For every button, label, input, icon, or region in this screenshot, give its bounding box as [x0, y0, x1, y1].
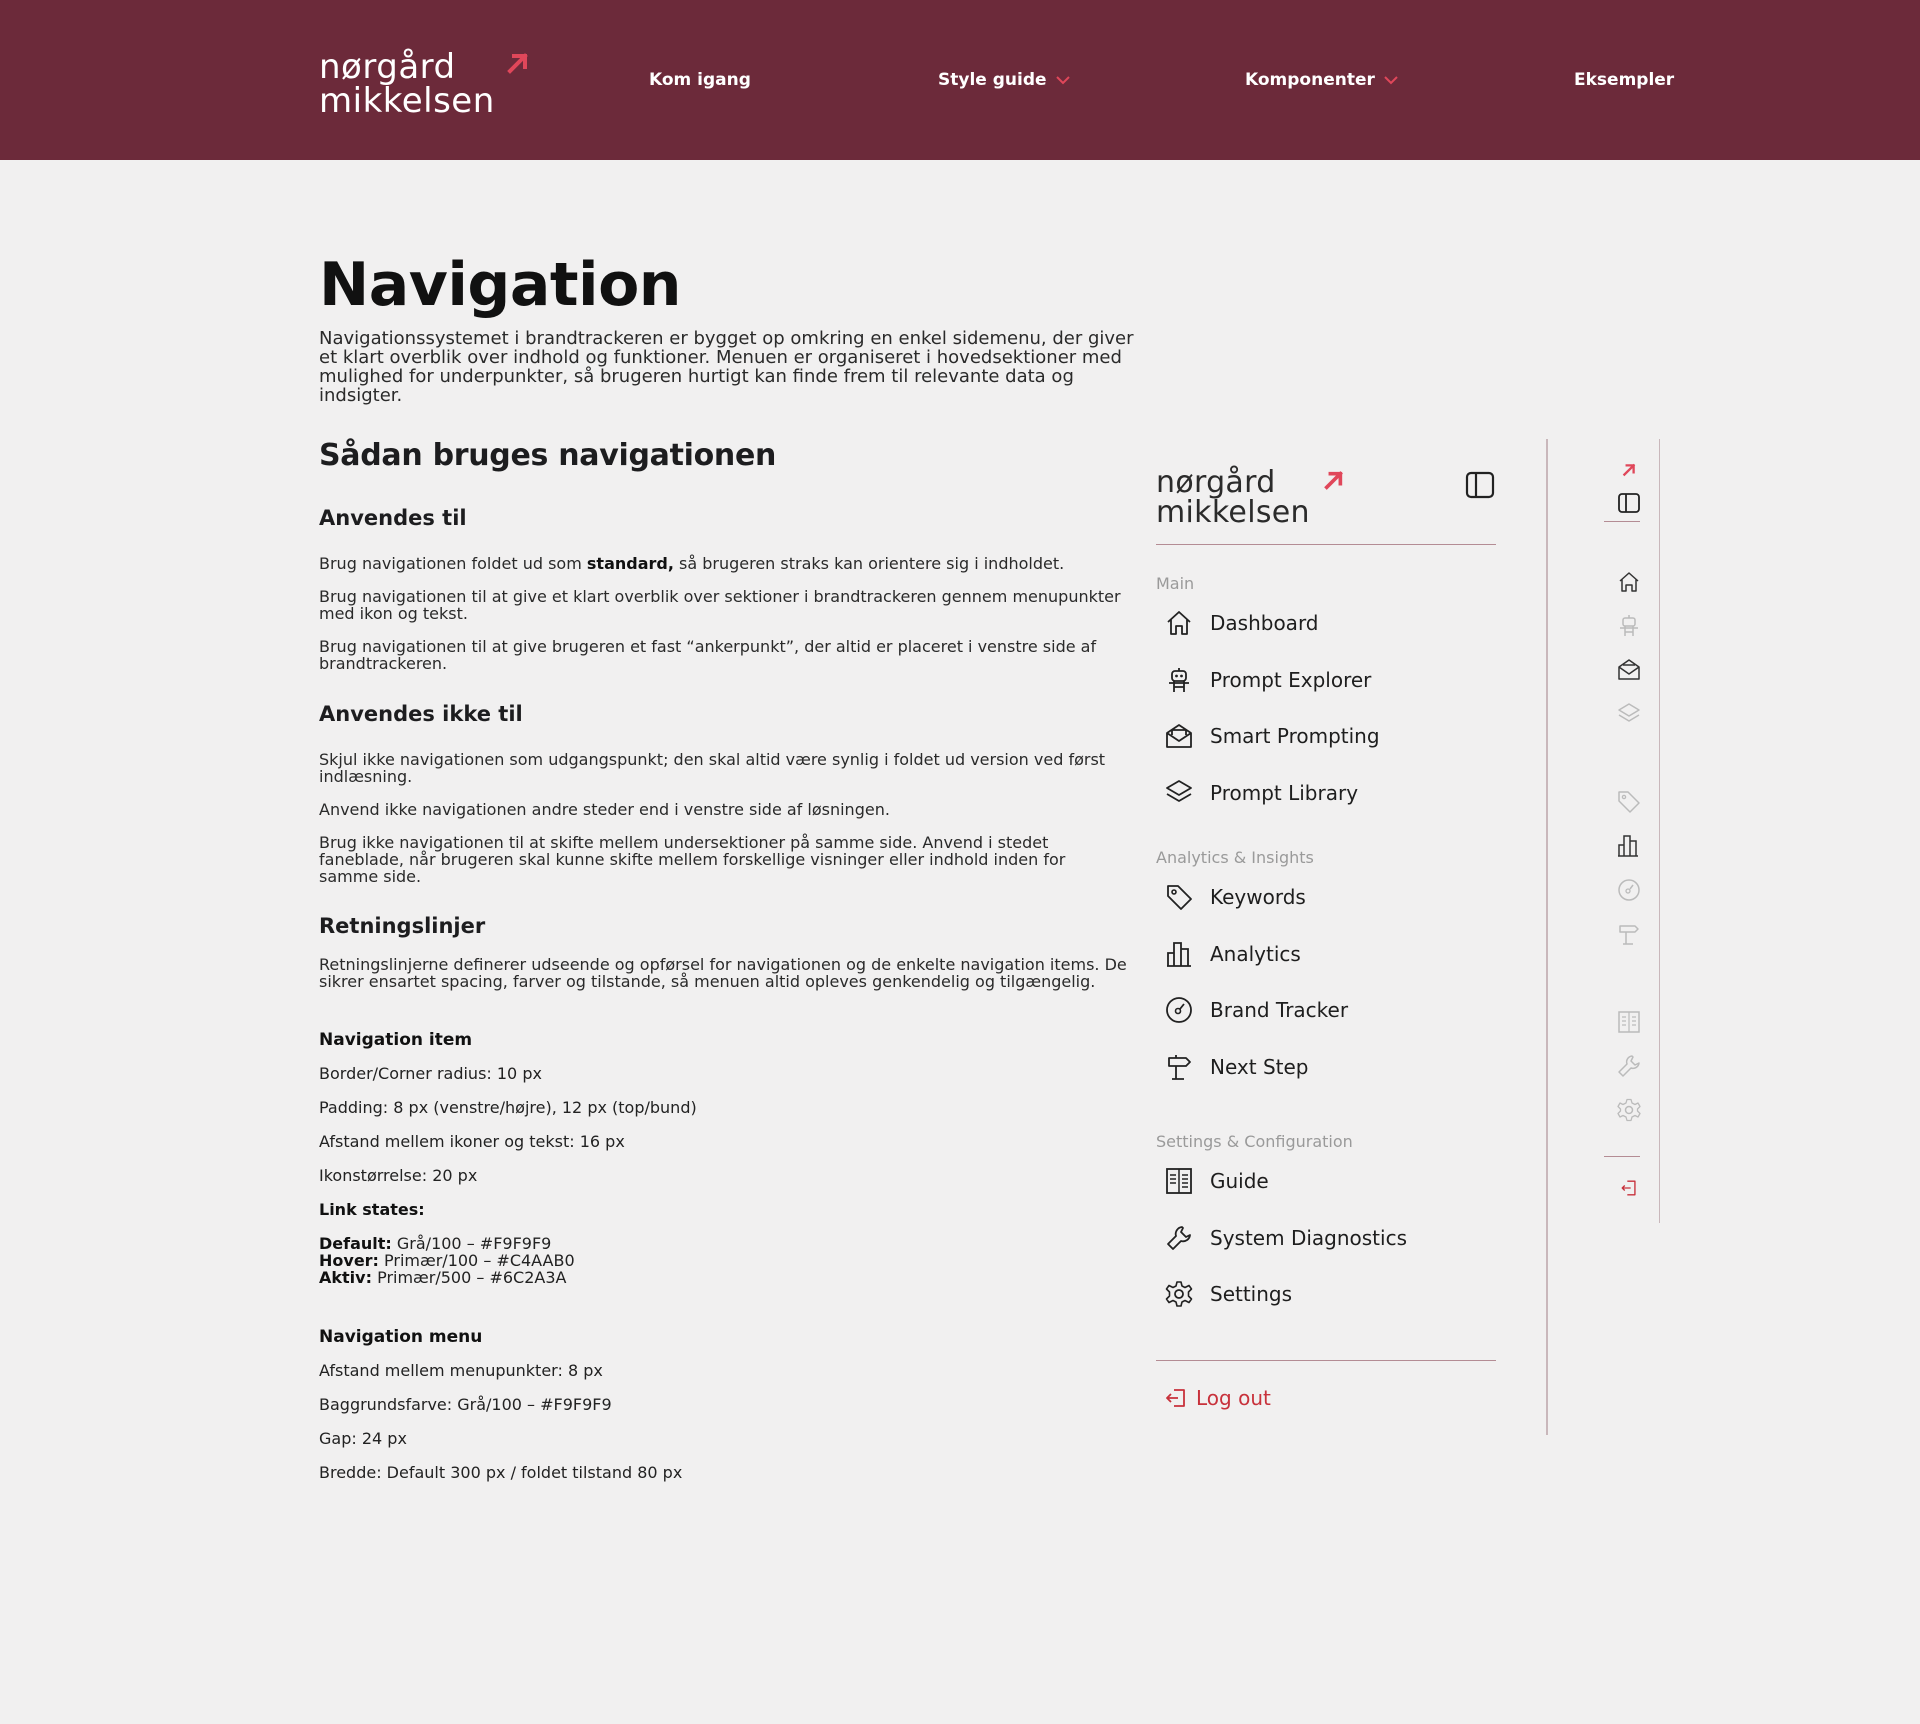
use-paragraph-2: Brug navigationen til at give et klart overblik over sektioner i brandtrackeren gennem menupunkter med ikon og tekst.: [319, 587, 1121, 623]
brand-line-2: mikkelsen: [1156, 495, 1310, 530]
sidebar-item-prompt-library[interactable]: [1156, 771, 1496, 815]
mini-item-dashboard[interactable]: [1616, 569, 1642, 595]
book-icon: [1616, 1009, 1642, 1035]
gear-icon: [1616, 1097, 1642, 1123]
state-hover: [319, 1252, 575, 1269]
mini-item-guide[interactable]: [1616, 1009, 1642, 1035]
dont-paragraph-3: Brug ikke navigationen til at skifte mellem undersektioner på samme side. Anvend i stedet faneblade, når brugeren skal kunne skifte mellem forskellige visninger eller indhold inden for samme side.: [319, 833, 1066, 886]
brand-arrow-icon: [1324, 470, 1344, 490]
nav-link-label: Eksempler: [1574, 70, 1675, 90]
guidelines-text: Retningslinjerne definerer udseende og opførsel for navigationen og de enkelte navigation items. De sikrer ensartet spacing, farver og tilstande, så menuen altid opleves genkendelig og tilgængelig.: [319, 955, 1127, 991]
robot-icon: [1616, 613, 1642, 639]
nav-link-eksempler[interactable]: [1574, 70, 1674, 90]
section-label-analytics: Analytics & Insights: [1156, 848, 1314, 867]
chevron-down-icon: [1055, 75, 1071, 85]
bar-chart-icon: [1164, 939, 1194, 969]
wrench-icon: [1616, 1053, 1642, 1079]
gear-icon: [1164, 1279, 1194, 1309]
sidebar-wordmark: [1156, 465, 1310, 530]
home-icon: [1616, 569, 1642, 595]
nav-item-spec-icon-size: Ikonstørrelse: 20 px: [319, 1166, 478, 1185]
expand-sidebar-button[interactable]: [1616, 490, 1642, 516]
brand-line-1: nørgård: [1156, 465, 1276, 500]
sidebar-toggle-icon: [1616, 490, 1642, 516]
nav-menu-heading: Navigation menu: [319, 1327, 483, 1347]
nav-menu-spec-spacing: Afstand mellem menupunkter: 8 px: [319, 1361, 603, 1380]
sidebar-item-guide[interactable]: [1156, 1159, 1496, 1203]
brand-wordmark: [319, 47, 495, 121]
state-default: [319, 1235, 551, 1252]
mini-logout-button[interactable]: [1616, 1177, 1642, 1199]
nav-link-kom-igang[interactable]: [649, 70, 751, 90]
state-value: Grå/100 – #F9F9F9: [391, 1234, 552, 1253]
mini-brand-arrow[interactable]: [1616, 460, 1642, 480]
collapsed-sidebar-divider: [1659, 439, 1660, 1223]
wrench-icon: [1164, 1223, 1194, 1253]
chevron-down-icon: [1383, 75, 1399, 85]
sidebar-expanded: [1156, 440, 1496, 1435]
sidebar-collapsed: [1604, 440, 1656, 1224]
logout-icon: [1616, 1177, 1642, 1199]
layers-icon: [1616, 701, 1642, 727]
robot-icon: [1164, 665, 1194, 695]
tag-icon: [1616, 789, 1642, 815]
compass-icon: [1164, 995, 1194, 1025]
sidebar-logo[interactable]: [1156, 465, 1344, 530]
brand-arrow-icon: [1616, 460, 1642, 480]
signpost-icon: [1616, 921, 1642, 947]
dont-heading: Anvendes ikke til: [319, 702, 523, 726]
tag-icon: [1164, 882, 1194, 912]
mini-item-analytics[interactable]: [1616, 833, 1642, 859]
sidebar-item-label: Settings: [1210, 1282, 1293, 1306]
sidebar-item-label: Dashboard: [1210, 611, 1319, 635]
mini-item-settings[interactable]: [1616, 1097, 1642, 1123]
nav-menu-spec-gap: Gap: 24 px: [319, 1429, 407, 1448]
nav-item-spec-gap: Afstand mellem ikoner og tekst: 16 px: [319, 1132, 625, 1151]
logout-icon: [1164, 1386, 1188, 1410]
page-title: Navigation: [319, 250, 682, 320]
nav-link-label: Komponenter: [1245, 70, 1375, 90]
sidebar-item-label: System Diagnostics: [1210, 1226, 1407, 1250]
sidebar-item-label: Smart Prompting: [1210, 724, 1380, 748]
use-p1-bold: standard,: [586, 554, 674, 573]
mini-item-brand-tracker[interactable]: [1616, 877, 1642, 903]
mini-item-prompt-library[interactable]: [1616, 701, 1642, 727]
sidebar-item-keywords[interactable]: [1156, 875, 1496, 919]
state-name: Aktiv:: [319, 1268, 372, 1287]
sidebar-item-label: Analytics: [1210, 942, 1301, 966]
sidebar-item-system-diagnostics[interactable]: [1156, 1216, 1496, 1260]
nav-link-label: Kom igang: [649, 70, 751, 90]
section-title: Sådan bruges navigationen: [319, 438, 777, 473]
brand-arrow-icon: [507, 52, 529, 74]
use-paragraph-1: [319, 555, 1129, 572]
signpost-icon: [1164, 1052, 1194, 1082]
state-name: Default:: [319, 1234, 392, 1253]
sidebar-item-label: Brand Tracker: [1210, 998, 1349, 1022]
dont-paragraph-2: Anvend ikke navigationen andre steder end i venstre side af løsningen.: [319, 800, 890, 819]
dont-paragraph-1: Skjul ikke navigationen som udgangspunkt; den skal altid være synlig i foldet ud version ved først indlæsning.: [319, 750, 1106, 786]
layers-icon: [1164, 778, 1194, 808]
guidelines-heading: Retningslinjer: [319, 914, 486, 938]
sidebar-item-brand-tracker[interactable]: [1156, 988, 1496, 1032]
brand-line-2: mikkelsen: [319, 81, 495, 121]
nav-link-label: Style guide: [938, 70, 1047, 90]
mini-footer-divider: [1604, 1156, 1640, 1157]
nav-dropdown-komponenter[interactable]: [1245, 70, 1399, 90]
use-p1-text-end: så brugeren straks kan orientere sig i indholdet.: [673, 554, 1065, 573]
top-navigation-bar: [0, 0, 1920, 160]
bar-chart-icon: [1616, 833, 1642, 859]
logout-button[interactable]: [1164, 1386, 1271, 1410]
nav-menu-spec-width: Bredde: Default 300 px / foldet tilstand 80 px: [319, 1463, 683, 1482]
logout-label: Log out: [1196, 1386, 1271, 1410]
section-label-main: Main: [1156, 574, 1195, 593]
mini-item-next-step[interactable]: [1616, 921, 1642, 947]
book-icon: [1164, 1166, 1194, 1196]
use-p1-text: Brug navigationen foldet ud som: [319, 554, 587, 573]
sidebar-item-prompt-explorer[interactable]: [1156, 658, 1496, 702]
compass-icon: [1616, 877, 1642, 903]
state-value: Primær/100 – #C4AAB0: [378, 1251, 575, 1270]
sidebar-toggle-icon: [1465, 470, 1495, 500]
sidebar-item-settings[interactable]: [1156, 1272, 1496, 1316]
intro-text: Navigationssystemet i brandtrackeren er bygget op omkring en enkel sidemenu, der giver et klart overblik over indhold og funktioner. Menuen er organiseret i hovedsektioner med mulighed for underpunkter, så brugeren hurtigt kan finde frem til relevante data og indsigter.: [319, 328, 1134, 406]
nav-dropdown-style-guide[interactable]: [938, 70, 1071, 90]
use-paragraph-3: Brug navigationen til at give brugeren et fast “ankerpunkt”, der altid er placeret i venstre side af brandtrackeren.: [319, 637, 1097, 673]
sidebar-item-next-step[interactable]: [1156, 1045, 1496, 1089]
sidebar-item-label: Next Step: [1210, 1055, 1309, 1079]
home-icon: [1164, 608, 1194, 638]
mail-open-icon: [1164, 721, 1194, 751]
sidebar-item-label: Guide: [1210, 1169, 1269, 1193]
mini-item-keywords[interactable]: [1616, 789, 1642, 815]
mini-header-divider: [1604, 521, 1640, 522]
mini-item-smart-prompting[interactable]: [1616, 657, 1642, 683]
nav-menu-spec-background: Baggrundsfarve: Grå/100 – #F9F9F9: [319, 1395, 612, 1414]
sidebar-item-label: Prompt Library: [1210, 781, 1359, 805]
collapse-sidebar-button[interactable]: [1465, 470, 1495, 500]
mini-item-prompt-explorer[interactable]: [1616, 613, 1642, 639]
section-label-settings: Settings & Configuration: [1156, 1132, 1353, 1151]
sidebar-item-label: Prompt Explorer: [1210, 668, 1372, 692]
sidebar-header-divider: [1156, 544, 1496, 545]
nav-item-spec-padding: Padding: 8 px (venstre/højre), 12 px (top/bund): [319, 1098, 697, 1117]
state-active: [319, 1269, 566, 1286]
sidebar-item-label: Keywords: [1210, 885, 1306, 909]
mail-open-icon: [1616, 657, 1642, 683]
sidebar-vertical-divider: [1546, 439, 1548, 1435]
sidebar-item-smart-prompting[interactable]: [1156, 714, 1496, 758]
state-name: Hover:: [319, 1251, 379, 1270]
brand-line-1: nørgård: [319, 47, 456, 87]
nav-item-heading: Navigation item: [319, 1030, 473, 1050]
use-heading: Anvendes til: [319, 506, 467, 530]
sidebar-item-analytics[interactable]: [1156, 932, 1496, 976]
state-value: Primær/500 – #6C2A3A: [371, 1268, 567, 1287]
sidebar-item-dashboard[interactable]: [1156, 601, 1496, 645]
nav-item-spec-radius: Border/Corner radius: 10 px: [319, 1064, 542, 1083]
sidebar-footer-divider: [1156, 1360, 1496, 1361]
brand-logo[interactable]: [319, 47, 529, 121]
mini-item-system-diagnostics[interactable]: [1616, 1053, 1642, 1079]
link-states-heading: Link states:: [319, 1200, 425, 1219]
